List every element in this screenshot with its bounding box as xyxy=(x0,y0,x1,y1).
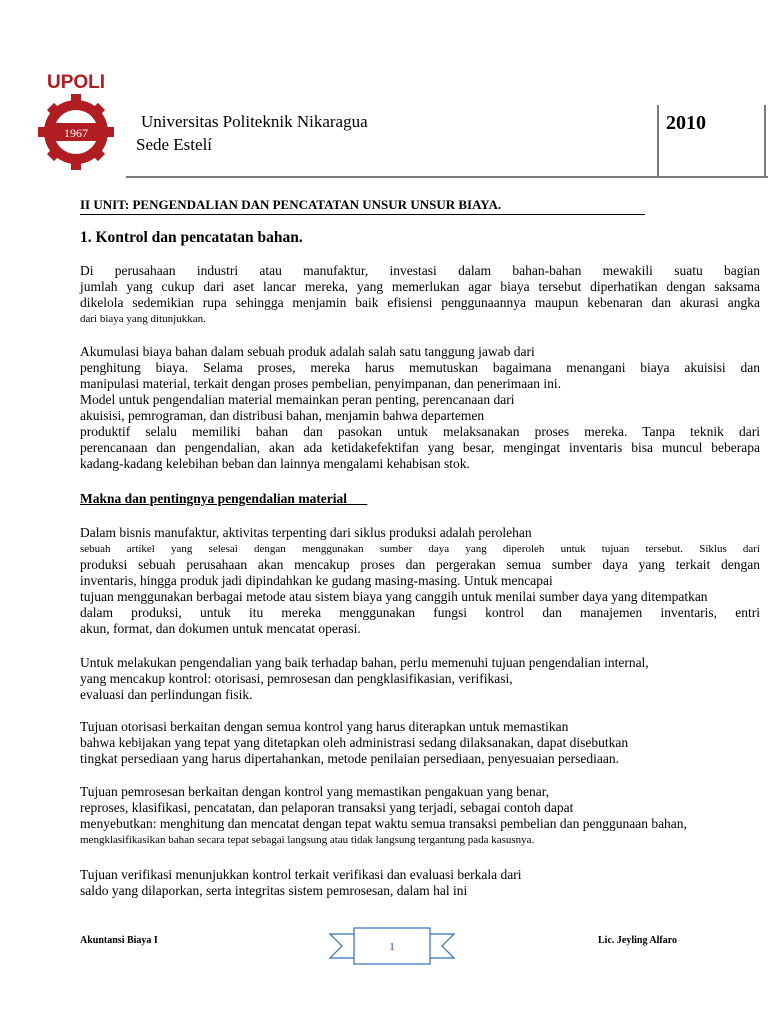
text-line: Tujuan pemrosesan berkaitan dengan kontrol yang memastikan pengakuan yang benar, xyxy=(80,784,550,799)
text-line: produktif selalu memiliki bahan dan pasokan untuk melaksanakan proses mereka. Tanpa teknik dari xyxy=(80,424,760,439)
text-line: produksi sebuah perusahaan akan mencakup proses dan pergerakan semua sumber daya yang terkait dengan xyxy=(80,557,760,572)
text-line: Model untuk pengendalian material memainkan peran penting, perencanaan dari xyxy=(80,392,515,407)
text-line: Akumulasi biaya bahan dalam sebuah produk adalah salah satu tanggung jawab dari xyxy=(80,344,535,359)
footer-author: Lic. Jeyling Alfaro xyxy=(598,935,677,946)
paragraph-5 xyxy=(80,719,760,767)
text-line: tujuan menggunakan berbagai metode atau sistem biaya yang canggih untuk menilai sumber daya yang ditempatkan xyxy=(80,589,708,604)
text-line: evaluasi dan perlindungan fisik. xyxy=(80,687,253,702)
text-line: Tujuan verifikasi menunjukkan kontrol terkait verifikasi dan evaluasi berkala dari xyxy=(80,867,522,882)
text-line: menyebutkan: menghitung dan mencatat dengan tepat waktu semua transaksi pembelian dan penggunaan bahan, xyxy=(80,816,687,831)
text-line: akun, format, dan dokumen untuk mencatat operasi. xyxy=(80,621,361,636)
header-divider-vertical xyxy=(657,105,659,178)
subsection-title xyxy=(80,491,367,507)
paragraph-6 xyxy=(80,784,760,848)
text-line: Dalam bisnis manufaktur, aktivitas terpenting dari siklus produksi adalah perolehan xyxy=(80,525,532,540)
section-title: 1. Kontrol dan pencatatan bahan. xyxy=(80,229,303,246)
text-line: perencanaan dan pengendalian, akan ada ketidakefektifan yang besar, mengingat inventaris bisa muncul beberapa xyxy=(80,440,760,455)
page-number: 1 xyxy=(389,941,395,953)
paragraph-1 xyxy=(80,263,760,327)
university-logo xyxy=(36,70,116,174)
paragraph-3 xyxy=(80,525,760,637)
logo-year: 1967 xyxy=(64,126,88,140)
header-rule xyxy=(126,176,768,178)
text-line: Di perusahaan industri atau manufaktur, investasi dalam bahan-bahan mewakili suatu bagian xyxy=(80,263,760,278)
text-line: Tujuan otorisasi berkaitan dengan semua kontrol yang harus diterapkan untuk memastikan xyxy=(80,719,569,734)
text-line: dikelola sedemikian rupa sehingga menjamin baik efisiensi penggunaannya maupun kebenaran dan akurasi angka xyxy=(80,295,760,310)
text-line: akuisisi, pemrograman, dan distribusi bahan, menjamin bahwa departemen xyxy=(80,408,485,423)
header-divider-right xyxy=(764,105,766,178)
text-line: reproses, klasifikasi, pencatatan, dan pelaporan transaksi yang terjadi, sebagai contoh dapat xyxy=(80,800,574,815)
footer-course: Akuntansi Biaya I xyxy=(80,935,158,946)
text-line: mengklasifikasikan bahan secara tepat sebagai langsung atau tidak langsung tergantung pada kasusnya. xyxy=(80,834,535,846)
paragraph-7 xyxy=(80,867,760,899)
text-line: jumlah yang cukup dari aset lancar mereka, yang memerlukan agar biaya tersebut diperhatikan dengan saksama xyxy=(80,279,760,294)
logo-text: UPOLI xyxy=(46,72,106,93)
text-line: dari biaya yang ditunjukkan. xyxy=(80,313,206,325)
paragraph-4 xyxy=(80,655,760,703)
text-line: sebuah artikel yang selesai dengan menggunakan sumber daya yang diperoleh untuk tujuan tersebut. Siklus dari xyxy=(80,543,760,555)
subsection-title-text: Makna dan pentingnya pengendalian material xyxy=(80,491,348,506)
text-line: dalam produksi, untuk itu mereka menggunakan fungsi kontrol dan manajemen inventaris, entri xyxy=(80,605,760,620)
text-line: kadang-kadang kelebihan beban dan lainnya mengalami kehabisan stok. xyxy=(80,456,470,471)
text-line: tingkat persediaan yang harus dipertahankan, metode penilaian persediaan, penyesuaian persediaan. xyxy=(80,751,620,766)
text-line: inventaris, hingga produk jadi dipindahkan ke gudang masing-masing. Untuk mencapai xyxy=(80,573,553,588)
text-line: manipulasi material, terkait dengan proses pembelian, penyimpanan, dan penerimaan ini. xyxy=(80,376,561,391)
text-line: saldo yang dilaporkan, serta integritas sistem pemrosesan, dalam hal ini xyxy=(80,883,468,898)
text-line: Untuk melakukan pengendalian yang baik terhadap bahan, perlu memenuhi tujuan pengendalian internal, xyxy=(80,655,649,670)
campus-name: Sede Estelí xyxy=(136,135,213,154)
text-line: yang mencakup kontrol: otorisasi, pemrosesan dan pengklasifikasian, verifikasi, xyxy=(80,671,513,686)
paragraph-2 xyxy=(80,344,760,472)
header-year: 2010 xyxy=(666,112,706,134)
text-line: penghitung biaya. Selama proses, mereka harus memutuskan bagaimana menangani biaya akuisisi dan xyxy=(80,360,760,375)
text-line: bahwa kebijakan yang tepat yang ditetapkan oleh administrasi sedang dilaksanakan, dapat disebutkan xyxy=(80,735,629,750)
unit-title: II UNIT: PENGENDALIAN DAN PENCATATAN UNSUR UNSUR BIAYA. xyxy=(80,197,645,215)
university-name: Universitas Politeknik Nikaragua xyxy=(141,112,368,131)
